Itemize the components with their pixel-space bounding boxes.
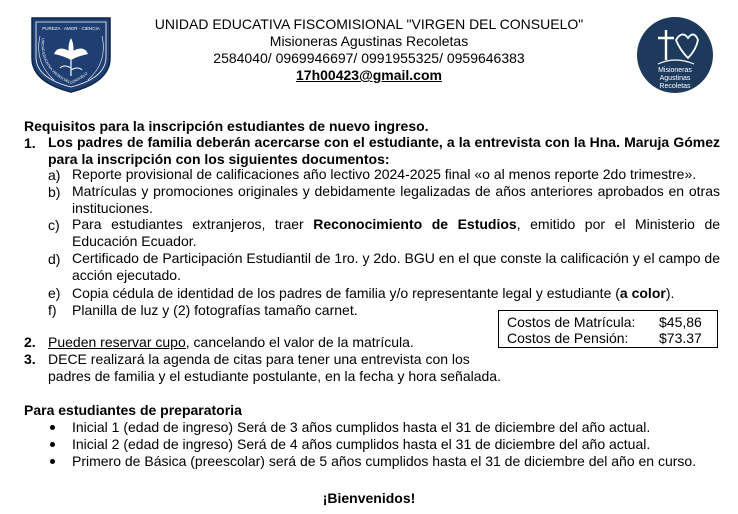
welcome-text: ¡Bienvenidos! [322,490,416,506]
phone-numbers: 2584040/ 0969946697/ 0991955325/ 0959646383 [213,50,525,66]
subitem-b-text: Matrículas y promociones originales y debidamente legalizadas de años anteriores aprobados en otras instituciones. [72,183,720,216]
logo-ring-text: UNIDAD EDUCATIVA VIRGEN DEL CONSUELO [40,37,89,86]
pension-value: $73.37 [659,330,702,346]
preparatoria-item-2: Inicial 2 (edad de ingreso) Será de 4 años cumplidos hasta el 31 de diciembre del año actual. [72,436,651,452]
congregation-name: Misioneras Agustinas Recoletas [269,33,469,49]
pension-label: Costos de Pensión: [507,330,629,346]
item-1-number: 1. [24,135,36,151]
item-3-number: 3. [24,351,36,367]
subitem-f-text: Planilla de luz y (2) fotografías tamaño carnet. [72,302,358,318]
subitem-e-letter: e) [48,285,61,301]
bullet-icon [50,459,55,464]
reserve-spot-link: Pueden reservar cupo [48,334,186,350]
bullet-icon [50,442,55,447]
subitem-c-text: Para estudiantes extranjeros, traer Reconocimiento de Estudios, emitido por el Ministerio de Educación Ecuador. [72,216,721,249]
preparatoria-item-3: Primero de Básica (preescolar) será de 5 años cumplidos hasta el 31 de diciembre del año en curso. [72,453,697,469]
congregation-logo [636,16,714,94]
matricula-cost-row [507,314,711,330]
matricula-value: $45,86 [659,314,702,330]
item-1-text: Los padres de familia deberán acercarse con el estudiante, a la entrevista con la Hna. Maruja Gómez para la inscripción con los siguientes documentos: [48,134,720,167]
color-requirement: a color [619,285,666,301]
preparatoria-item-1: Inicial 1 (edad de ingreso) Será de 3 años cumplidos hasta el 31 de diciembre del año actual. [72,419,651,435]
item-3-line-2: padres de familia y el estudiante postulante, en la fecha y hora señalada. [48,368,501,384]
subitem-a-letter: a) [48,167,61,183]
requirements-title: Requisitos para la inscripción estudiantes de nuevo ingreso. [24,118,429,134]
matricula-label: Costos de Matrícula: [507,314,636,330]
pension-cost-row [507,330,711,346]
preparatoria-title: Para estudiantes de preparatoria [24,402,242,418]
school-name: UNIDAD EDUCATIVA FISCOMISIONAL "VIRGEN DEL CONSUELO" [154,16,584,32]
item-2-text: Pueden reservar cupo, cancelando el valor de la matrícula. [48,334,414,350]
subitem-c-letter: c) [48,217,60,233]
subitem-d-text: Certificado de Participación Estudiantil de 1ro. y 2do. BGU en el que conste la calificación y el campo de acción ejecutado. [72,250,720,283]
bullet-icon [50,425,55,430]
costs-box [498,310,718,348]
item-3-line-1: DECE realizará la agenda de citas para tener una entrevista con los [48,351,470,367]
logo-line-1: Misioneras [658,67,692,74]
subitem-b-letter: b) [48,184,61,200]
subitem-d-letter: d) [48,251,61,267]
recognition-term: Reconocimiento de Estudios [313,216,517,232]
subitem-e-text: Copia cédula de identidad de los padres de familia y/o representante legal y estudiante (a color). [72,285,675,301]
logo-line-3: Recoletas [659,83,691,90]
logo-motto: PUREZA · AMOR · CIENCIA [42,26,100,31]
subitem-a-text: Reporte provisional de calificaciones año lectivo 2024-2025 final «o al menos reporte 2do trimestre». [72,166,697,182]
email-link[interactable]: 17h00423@gmail.com [296,67,442,83]
item-2-number: 2. [24,334,36,350]
logo-line-2: Agustinas [659,75,691,82]
subitem-f-letter: f) [48,302,57,318]
